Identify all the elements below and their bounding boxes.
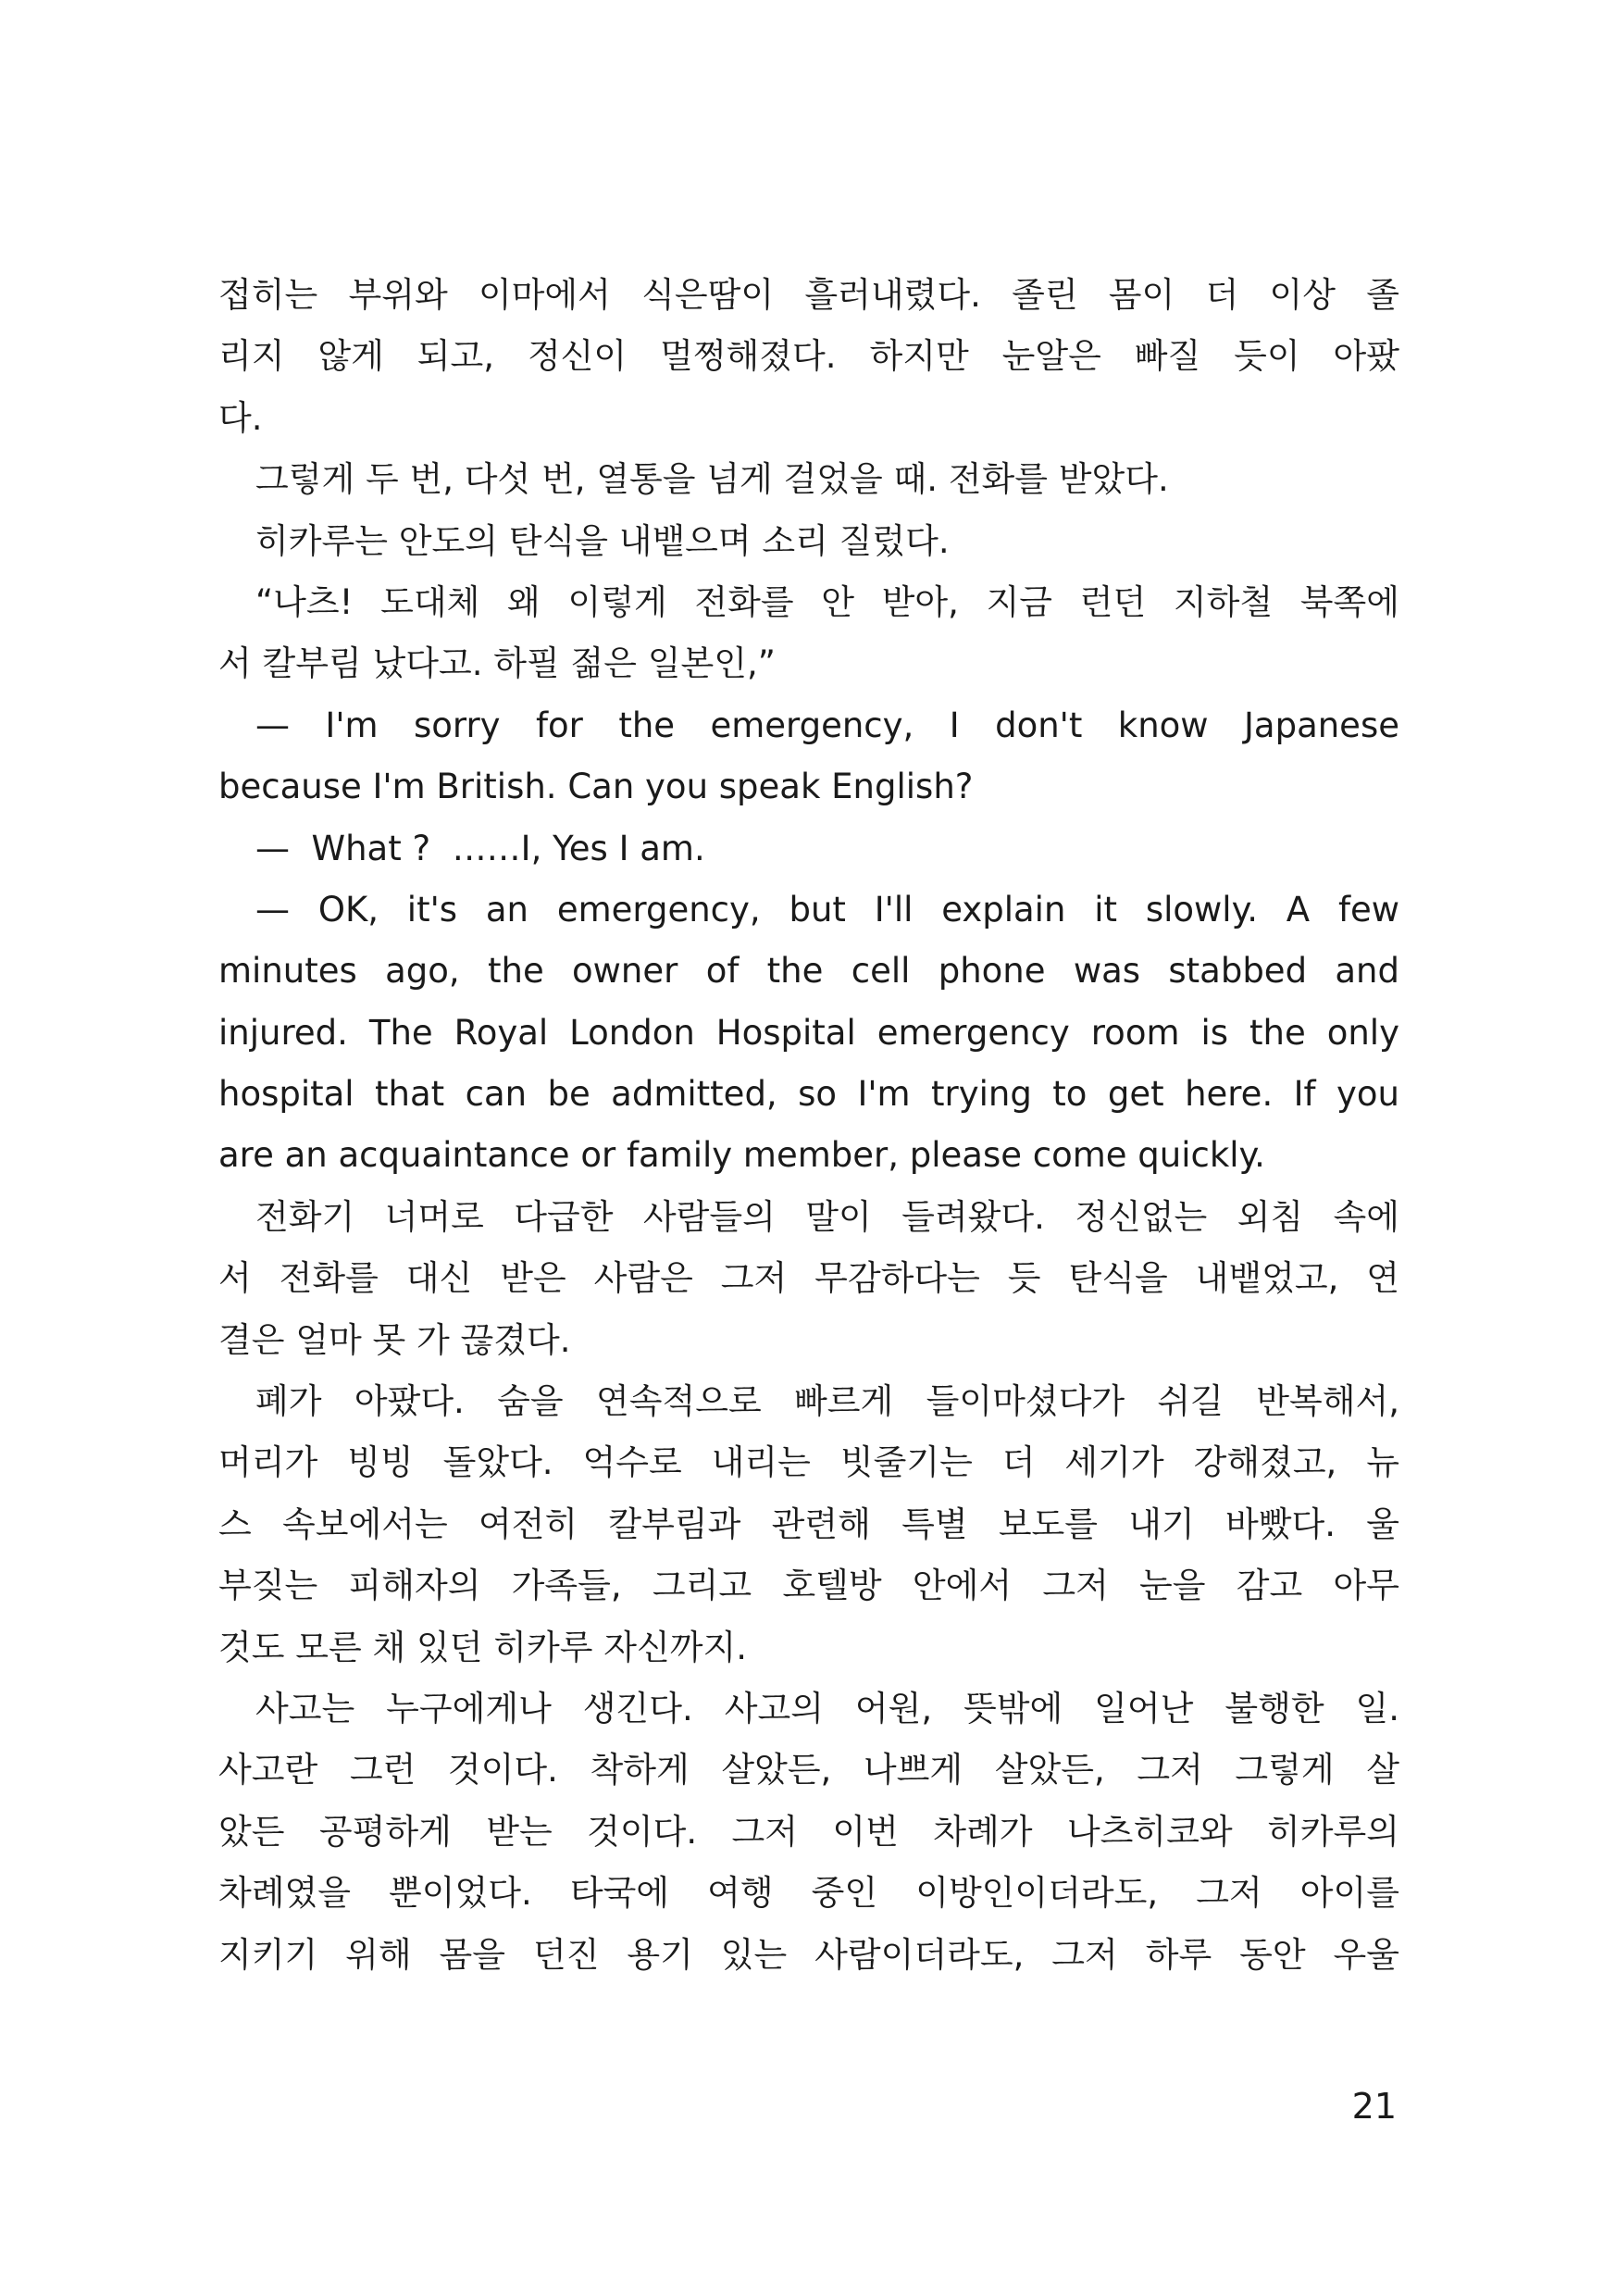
text-line: 서 전화를 대신 받은 사람은 그저 무감하다는 듯 탄식을 내뱉었고, 연: [218, 1258, 1399, 1299]
text-line: “나츠! 도대체 왜 이렇게 전화를 안 받아, 지금 런던 지하철 북쪽에: [255, 581, 1399, 622]
text-line: 전화기 너머로 다급한 사람들의 말이 들려왔다. 정신없는 외침 속에: [255, 1196, 1399, 1237]
text-line: 지키기 위해 몸을 던진 용기 있는 사람이더라도, 그저 하루 동안 우울: [218, 1934, 1399, 1975]
text-line: 결은 얼마 못 가 끊겼다.: [218, 1319, 571, 1360]
text-line: 것도 모른 채 있던 히카루 자신까지.: [218, 1627, 747, 1667]
text-line: injured. The Royal London Hospital emergency room is the only: [218, 1012, 1399, 1053]
text-line: because I'm British. Can you speak English?: [218, 767, 974, 807]
text-line: 머리가 빙빙 돌았다. 억수로 내리는 빗줄기는 더 세기가 강해졌고, 뉴: [218, 1442, 1399, 1483]
text-line: 그렇게 두 번, 다섯 번, 열통을 넘게 걸었을 때. 전화를 받았다.: [255, 459, 1169, 500]
text-line: 았든 공평하게 받는 것이다. 그저 이번 차례가 나츠히코와 히카루의: [218, 1811, 1399, 1852]
text-line: 사고는 누구에게나 생긴다. 사고의 어원, 뜻밖에 일어난 불행한 일.: [255, 1688, 1399, 1728]
page-number: 21: [1351, 2086, 1397, 2127]
text-line: 폐가 아팠다. 숨을 연속적으로 빠르게 들이마셨다가 쉬길 반복해서,: [255, 1381, 1399, 1422]
text-line: 히카루는 안도의 탄식을 내뱉으며 소리 질렀다.: [255, 520, 950, 561]
text-line: — I'm sorry for the emergency, I don't know Japanese: [255, 705, 1399, 745]
text-line: are an acquaintance or family member, please come quickly.: [218, 1135, 1265, 1176]
text-line: — OK, it's an emergency, but I'll explain it slowly. A few: [255, 889, 1399, 930]
text-line: 부짖는 피해자의 가족들, 그리고 호텔방 안에서 그저 눈을 감고 아무: [218, 1566, 1399, 1606]
text-line: 다.: [218, 397, 263, 438]
text-line: 서 칼부림 났다고. 하필 젊은 일본인,”: [218, 643, 776, 684]
text-line: 접히는 부위와 이마에서 식은땀이 흘러내렸다. 졸린 몸이 더 이상 졸: [218, 275, 1399, 315]
text-line: 리지 않게 되고, 정신이 멀쩡해졌다. 하지만 눈알은 빠질 듯이 아팠: [218, 336, 1399, 377]
body-text: [218, 265, 1399, 1986]
text-line: 스 속보에서는 여전히 칼부림과 관련해 특별 보도를 내기 바빴다. 울: [218, 1504, 1399, 1544]
text-line: hospital that can be admitted, so I'm trying to get here. If you: [218, 1074, 1399, 1115]
text-line: 사고란 그런 것이다. 착하게 살았든, 나쁘게 살았든, 그저 그렇게 살: [218, 1750, 1399, 1791]
text-line: — What ? ……I, Yes I am.: [255, 828, 705, 868]
text-line: 차례였을 뿐이었다. 타국에 여행 중인 이방인이더라도, 그저 아이를: [218, 1873, 1399, 1914]
text-line: minutes ago, the owner of the cell phone was stabbed and: [218, 951, 1399, 992]
